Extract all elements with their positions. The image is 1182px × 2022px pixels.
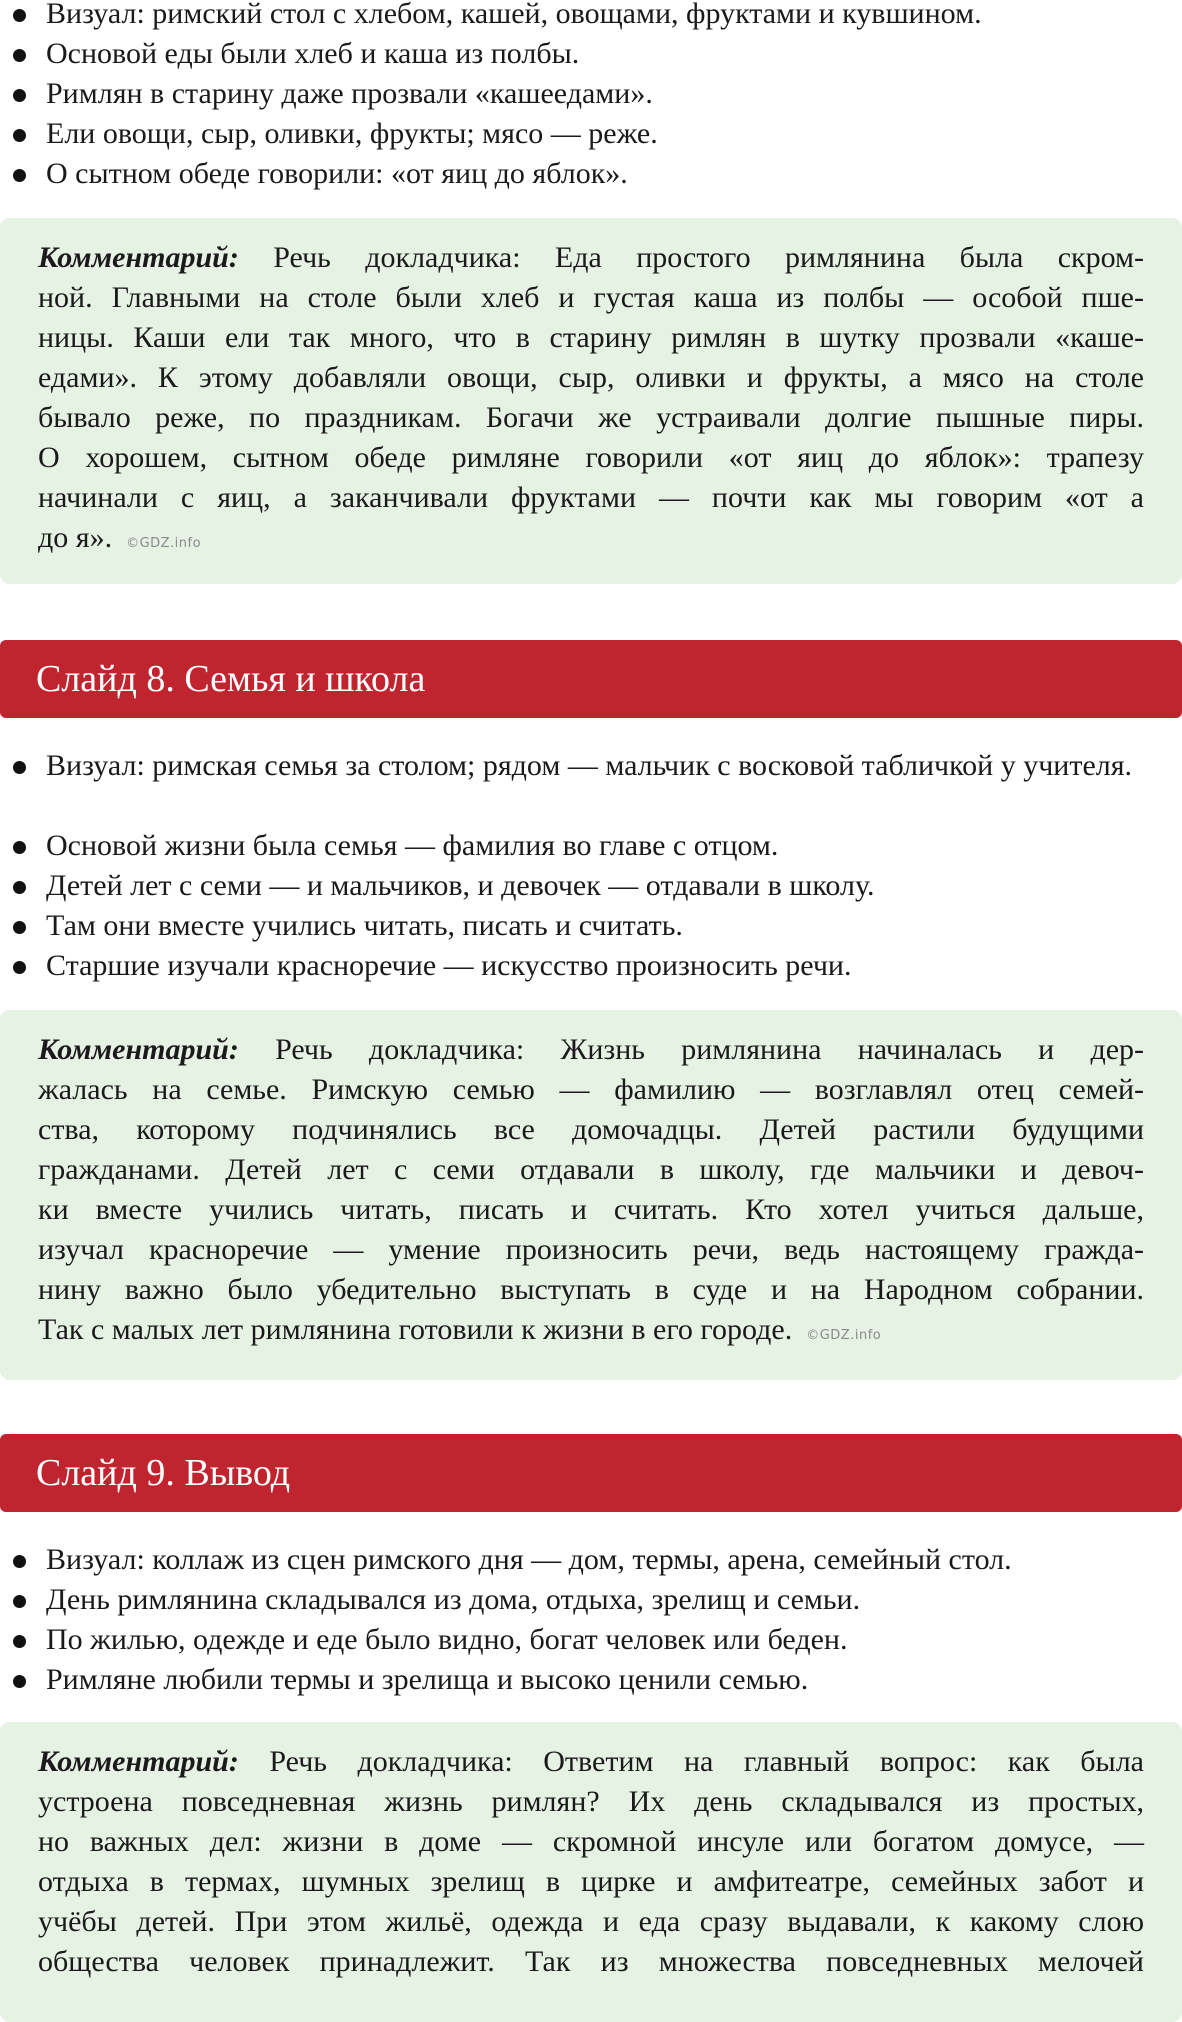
bullet-list-conclusion <box>0 1540 1182 1700</box>
list-item: Визуал: римская семья за столом; рядом — мальчик с восковой табличкой у учителя. <box>0 746 1182 826</box>
bullet-icon <box>13 1635 26 1648</box>
bullet-list-food <box>0 0 1182 194</box>
bullet-list-family <box>0 746 1182 986</box>
list-item: Римлян в старину даже прозвали «кашеедами». <box>0 74 1182 114</box>
list-item: Основой жизни была семья — фамилия во главе с отцом. <box>0 826 1182 866</box>
bullet-icon <box>13 841 26 854</box>
bullet-icon <box>13 49 26 62</box>
slide-8-header: Слайд 8. Семья и школа <box>0 640 1182 718</box>
list-item: День римлянина складывался из дома, отдыха, зрелищ и семьи. <box>0 1580 1182 1620</box>
bullet-icon <box>13 129 26 142</box>
list-item: Там они вместе учились читать, писать и считать. <box>0 906 1182 946</box>
list-item: Римляне любили термы и зрелища и высоко ценили семью. <box>0 1660 1182 1700</box>
bullet-icon <box>13 1555 26 1568</box>
list-item: Старшие изучали красноречие — искусство произносить речи. <box>0 946 1182 986</box>
list-item: Основой еды были хлеб и каша из полбы. <box>0 34 1182 74</box>
watermark: ©GDZ.info <box>806 1328 882 1343</box>
list-item: О сытном обеде говорили: «от яиц до яблок». <box>0 154 1182 194</box>
bullet-icon <box>13 9 26 22</box>
bullet-icon <box>13 1675 26 1688</box>
bullet-icon <box>13 89 26 102</box>
comment-label: Комментарий: <box>38 1745 239 1778</box>
list-item: Ели овощи, сыр, оливки, фрукты; мясо — реже. <box>0 114 1182 154</box>
watermark: ©GDZ.info <box>126 536 202 551</box>
comment-box-family: Комментарий: Речь докладчика: Жизнь римлянина начиналась и дер- жалась на семье. Римскую семью — фамилию — возглавлял отец семей- ства, которому подчинялись все домочадцы. Детей растили будущими гражданами. Детей лет с семи отдавали в школу, где мальчики и девоч- ки вместе учились читать, писать и считать. Кто хотел учиться дальше, изучал красноречие — умение произносить речи, ведь настоящему гражда- нину важно было убедительно выступать в суде и на Народном собрании. Так с малых лет римлянина готовили к жизни в его городе. ©GDZ.info <box>0 1010 1182 1380</box>
comment-label: Комментарий: <box>38 241 239 274</box>
comment-label: Комментарий: <box>38 1033 239 1066</box>
bullet-icon <box>13 921 26 934</box>
list-item: Визуал: римский стол с хлебом, кашей, овощами, фруктами и кувшином. <box>0 0 1182 34</box>
bullet-icon <box>13 961 26 974</box>
list-item: По жилью, одежде и еде было видно, богат человек или беден. <box>0 1620 1182 1660</box>
list-item: Детей лет с семи — и мальчиков, и девочек — отдавали в школу. <box>0 866 1182 906</box>
list-item: Визуал: коллаж из сцен римского дня — дом, термы, арена, семейный стол. <box>0 1540 1182 1580</box>
bullet-icon <box>13 881 26 894</box>
bullet-icon <box>13 761 26 774</box>
bullet-icon <box>13 1595 26 1608</box>
bullet-icon <box>13 169 26 182</box>
slide-9-header: Слайд 9. Вывод <box>0 1434 1182 1512</box>
comment-box-conclusion: Комментарий: Речь докладчика: Ответим на главный вопрос: как была устроена повседневная жизнь римлян? Их день складывался из простых, но важных дел: жизни в доме — скромной инсуле или богатом домусе, — отдыха в термах, шумных зрелищ в цирке и амфитеатре, семейных забот и учёбы детей. При этом жильё, одежда и еда сразу выдавали, к какому слою общества человек принадлежит. Так из множества повседневных мелочей <box>0 1722 1182 2022</box>
comment-box-food: Комментарий: Речь докладчика: Еда простого римлянина была скром- ной. Главными на столе были хлеб и густая каша из полбы — особой пше- ницы. Каши ели так много, что в старину римлян в шутку прозвали «каше- едами». К этому добавляли овощи, сыр, оливки и фрукты, а мясо на столе бывало реже, по праздникам. Богачи же устраивали долгие пышные пиры. О хорошем, сытном обеде римляне говорили «от яиц до яблок»: трапезу начинали с яиц, а заканчивали фруктами — почти как мы говорим «от а до я». ©GDZ.info <box>0 218 1182 584</box>
